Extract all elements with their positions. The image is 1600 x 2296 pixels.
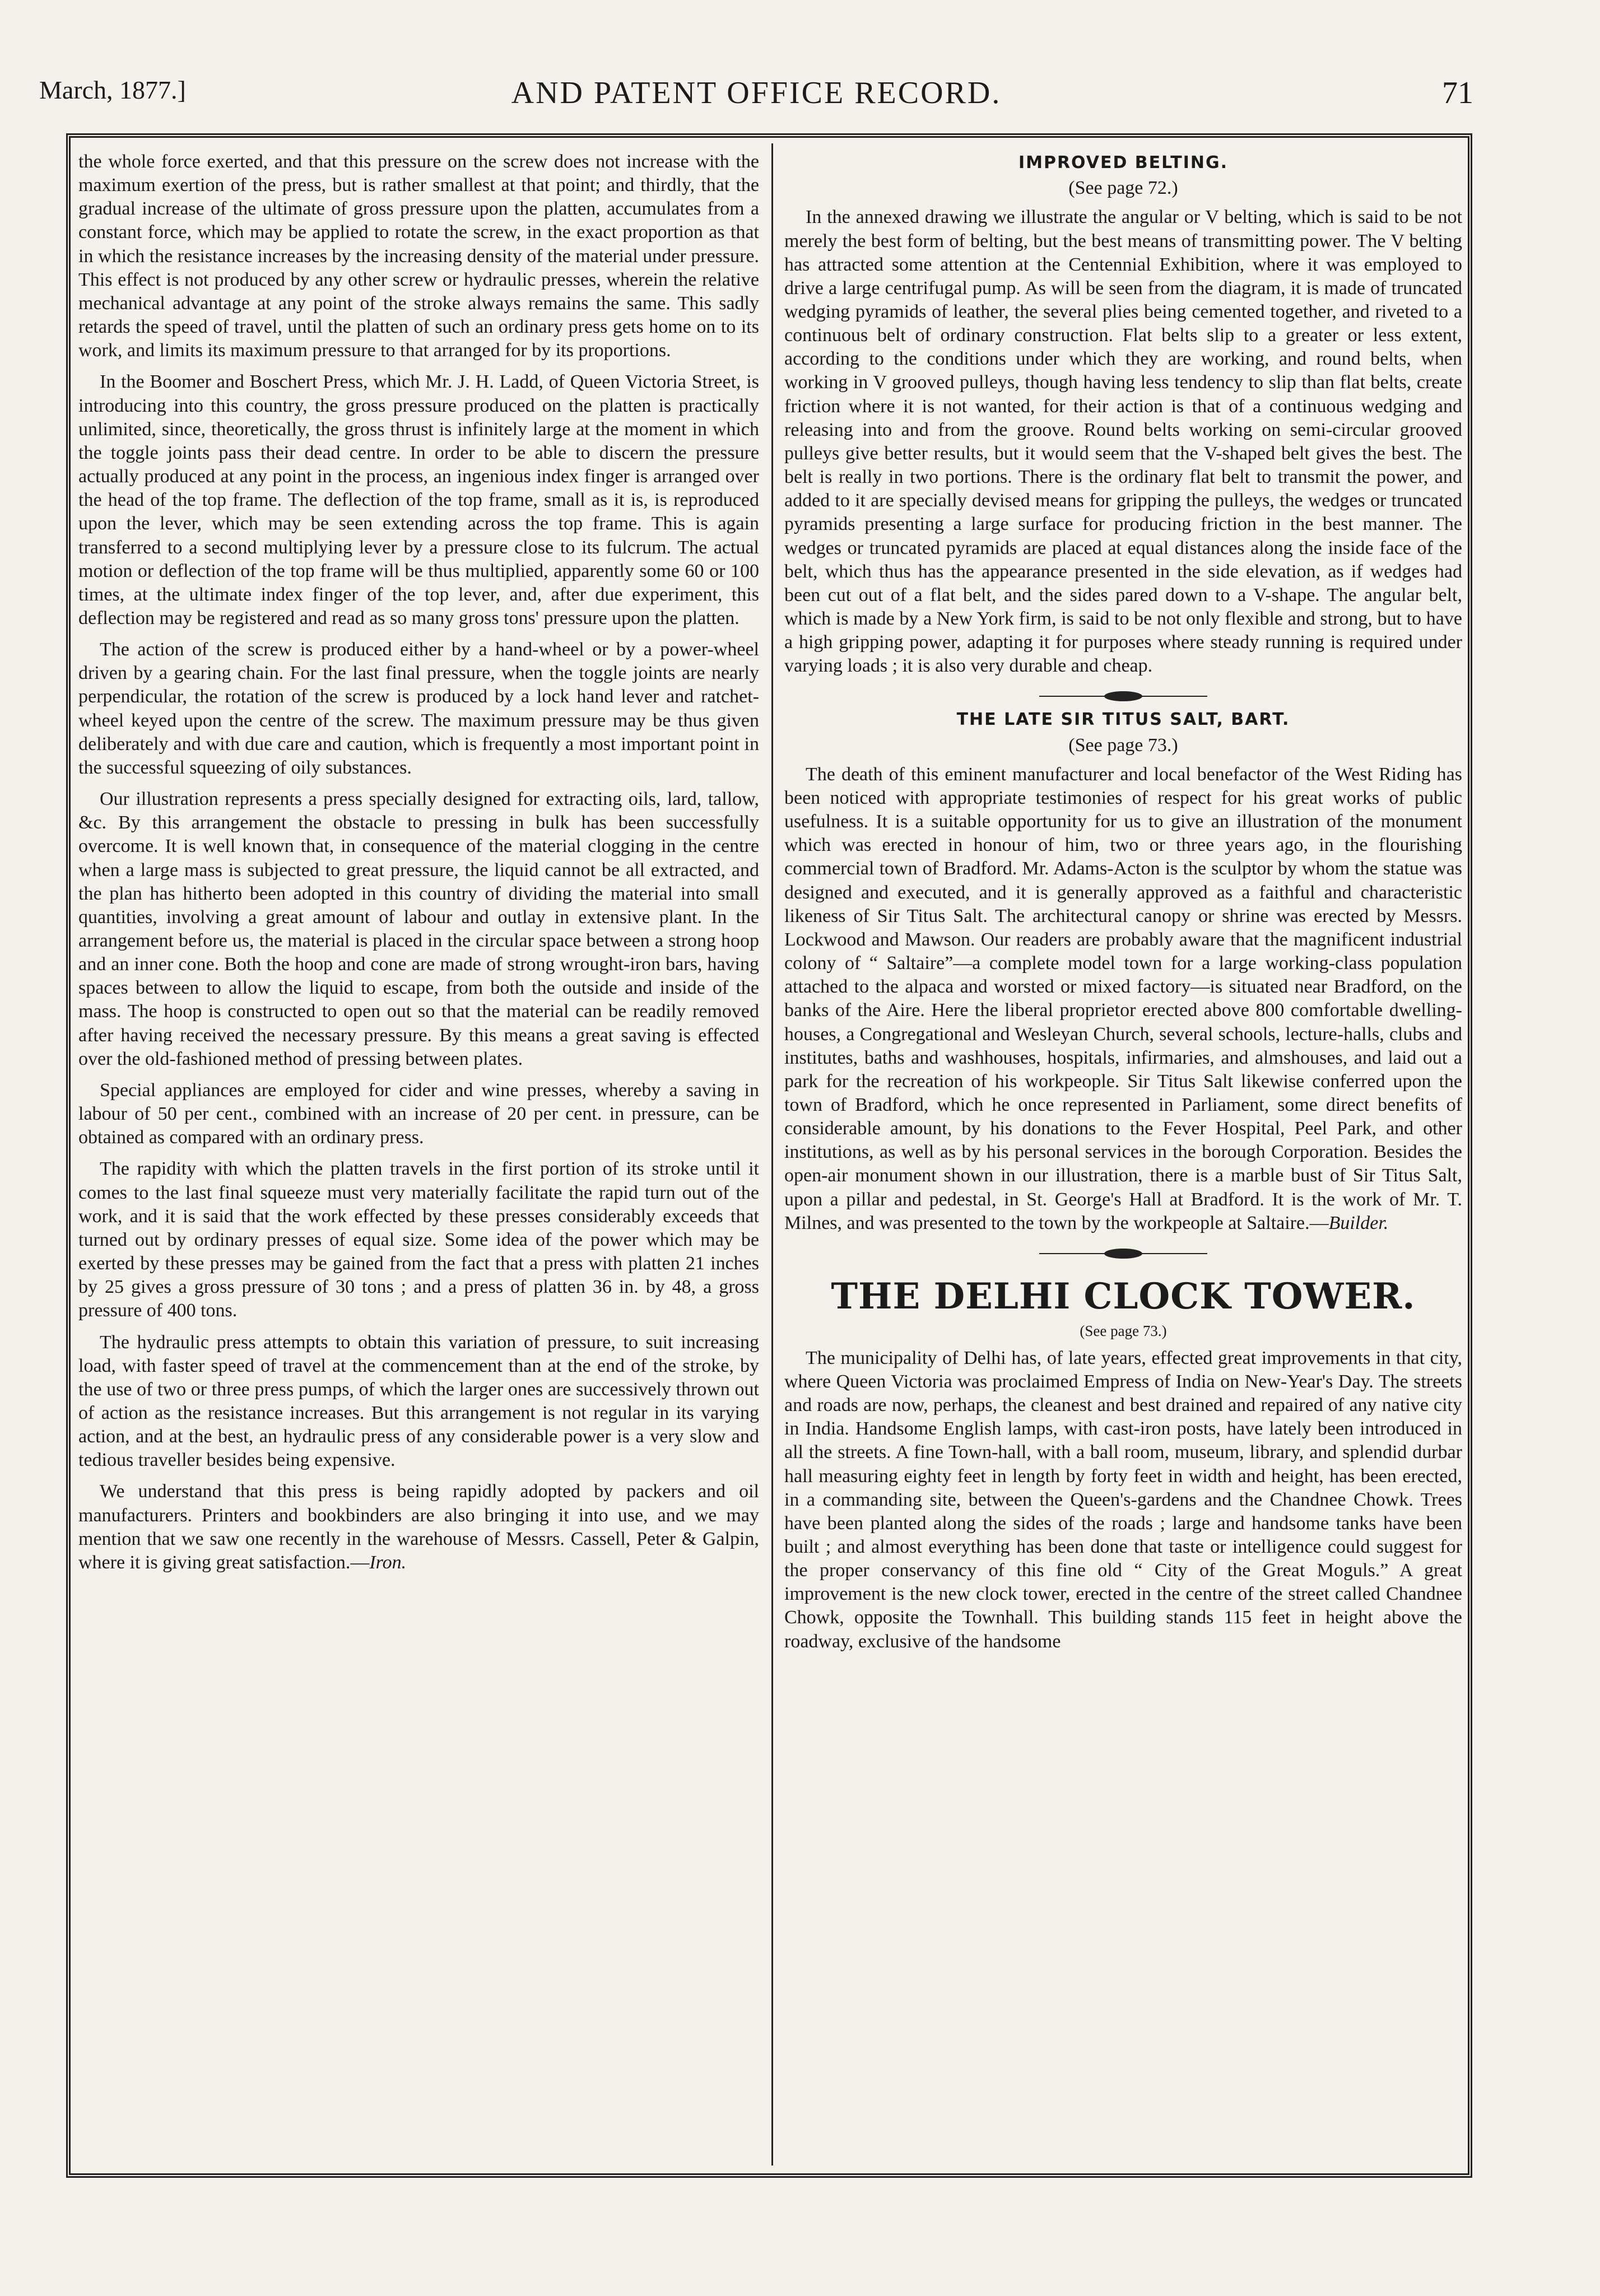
running-title: AND PATENT OFFICE RECORD. <box>511 76 1002 110</box>
page-reference: (See page 73.) <box>1080 1322 1167 1340</box>
article-belting <box>784 152 1462 678</box>
paragraph: The hydraulic press attempts to obtain this variation of pressure, to suit increasing load, with faster speed of travel at the commencement than at the end of the stroke, by the use of two or three press pumps, of which the larger ones are successively thrown out of action as the resistance increases. But this arrangement is not regular in its varying action, and at the best, an hydraulic press of any considerable power is a very slow and tedious traveller besides being expensive. <box>78 1331 759 1471</box>
article-title: THE LATE SIR TITUS SALT, BART. <box>956 710 1290 730</box>
paragraph-text: We understand that this press is being rapidly adopted by packers and oil manufacturers. Printers and bookbinders are also bringing it into use, and we may mention that we saw one recently in the warehouse of Messrs. Cassell, Peter & Galpin, where it is giving great satisfaction.— <box>78 1481 759 1573</box>
page-header <box>39 67 1473 129</box>
paragraph <box>78 1480 759 1575</box>
article-body-text: The death of this eminent manufacturer and local benefactor of the West Riding has been noticed with appropriate testimonies of respect for his great works of public usefulness. It is a suitable opportunity for us to give an illustration of the monument which was erected in honour of him, two or three years ago, in the flourishing commercial town of Bradford. Mr. Adams-Acton is the sculptor by whom the statue was designed and executed, and it is generally approved as a faithful and characteristic likeness of Sir Titus Salt. The architectural canopy or shrine was erected by Messrs. Lockwood and Mawson. Our readers are probably aware that the magnificent industrial colony of “ Saltaire”—a complete model town for a large working-class population attached to the alpaca and worsted or mixed factory—is situated near Bradford, on the banks of the Aire. Here the liberal proprietor erected above 800 comfortable dwelling-houses, a Congregational and Wesleyan Church, several schools, lecture-halls, clubs and institutes, baths and washhouses, hospitals, infirmaries, and almshouses, and laid out a park for the recreation of his workpeople. Sir Titus Salt likewise conferred upon the town of Bradford, which he once represented in Parliament, some direct benefits of considerable amount, by his donations to the Fever Hospital, Peel Park, and other institutions, as well as by his personal services in the borough Corporation. Besides the open-air monument shown in our illustration, there is a marble bust of Sir Titus Salt, upon a pillar and pedestal, in St. George's Hall at Bradford. It is the work of Mr. T. Milnes, and was presented to the town by the workpeople at Saltaire.— <box>784 763 1462 1233</box>
article-body <box>784 763 1462 1235</box>
article-title: IMPROVED BELTING. <box>1018 153 1229 173</box>
paragraph: Special appliances are employed for cider and wine presses, whereby a saving in labour of 50 per cent., combined with an increase of 20 per cent. in pressure, can be obtained as compared with an ordinary press. <box>78 1079 759 1148</box>
paragraph: The rapidity with which the platten travels in the first portion of its stroke until it comes to the last final squeeze must very materially facilitate the rapid turn out of the work, and it is said that the work effected by these presses considerably exceeds that turned out by ordinary presses of equal size. Some idea of the power which may be exerted by these presses may be gained from the fact that a press with platten 21 inches by 25 gives a gross pressure of 30 tons ; and a press of platten 36 in. by 48, a gross pressure of 400 tons. <box>78 1158 759 1321</box>
source-credit: Builder. <box>1328 1212 1389 1233</box>
article-body: The municipality of Delhi has, of late years, effected great improvements in that city, where Queen Victoria was proclaimed Empress of India on New-Year's Day. The streets and roads are now, perhaps, the cleanest and best drained and repaired of any native city in India. Handsome English lamps, with cast-iron posts, have lately been introduced in all the streets. A fine Town-hall, with a ball room, museum, library, and splendid durbar hall measuring eighty feet in length by forty feet in width and height, has been erected, in a commanding site, between the Queen's-gardens and the Chandnee Chowk. Trees have been planted along the sides of the roads ; large and handsome tanks have been built ; and almost everything has been done that taste or intelligence could suggest for the proper conservancy of this fine old “ City of the Great Moguls.” A great improvement is the new clock tower, erected in the centre of the street called Chandnee Chowk, opposite the Townhall. This building stands 115 feet in height above the roadway, exclusive of the handsome <box>784 1347 1462 1652</box>
left-column <box>78 150 759 2167</box>
section-divider-ornament <box>1039 689 1207 704</box>
page-number: 71 <box>1442 76 1473 110</box>
article-title: THE DELHI CLOCK TOWER. <box>831 1275 1416 1317</box>
article-titus-salt <box>784 709 1462 1235</box>
article-delhi-clock-tower <box>784 1274 1462 1654</box>
page-reference: (See page 73.) <box>1068 734 1178 756</box>
article-body: In the annexed drawing we illustrate the angular or V belting, which is said to be not merely the best form of belting, but the best means of transmitting power. The V belting has attracted some attention at the Centennial Exhibition, where it was employed to drive a large centrifugal pump. As will be seen from the diagram, it is made of truncated wedging pyramids of leather, the several plies being cemented together, and riveted to a continuous belt of ordinary construction. Flat belts slip to a greater or less extent, according to the conditions under which they are working, and round belts, when working in V grooved pulleys, though having less tendency to slip than flat belts, create friction where it is not wanted, for their action is that of a continuous wedging and releasing into and from the groove. Round belts working on semi-circular grooved pulleys give better results, but it would seem that the V-shaped belt gives the best. The belt is really in two portions. There is the ordinary flat belt to transmit the power, and added to it are specially devised means for gripping the pulleys, the wedges or truncated pyramids presenting a large surface for producing friction in the best manner. The wedges or truncated pyramids are placed at equal distances along the inside face of the belt, which thus has the appearance presented in the side elevation, as if wedges had been cut out of a flat belt, and the sides pared down to a V-shape. The angular belt, which is made by a New York firm, is said to be not only flexible and strong, but to have a high gripping power, adapting it for purposes where steady running is required under varying loads ; it is also very durable and cheap. <box>784 207 1462 677</box>
source-credit: Iron. <box>369 1552 407 1573</box>
section-divider-ornament <box>1039 1246 1207 1261</box>
right-column <box>784 150 1462 2167</box>
paragraph: Our illustration represents a press specially designed for extracting oils, lard, tallow, &c. By this arrangement the obstacle to pressing in bulk has been successfully overcome. It is well known that, in consequence of the material clogging in the centre when a large mass is subjected to great pressure, the liquid cannot be all extracted, and the plan has hitherto been adopted in this country of dividing the material into small quantities, involving a great amount of labour and outlay in extensive plant. In the arrangement before us, the material is placed in the circular space between a strong hoop and an inner cone. Both the hoop and cone are made of strong wrought-iron bars, having spaces between to allow the liquid to escape, from both the outside and inside of the mass. The hoop is constructed to open out so that the material can be readily removed after having received the necessary pressure. By this means a great saving is effected over the old-fashioned method of pressing between plates. <box>78 789 759 1069</box>
paragraph: The action of the screw is produced either by a hand-wheel or by a power-wheel driven by a gearing chain. For the last final pressure, when the toggle joints are nearly perpendicular, the rotation of the screw is produced by a lock hand lever and ratchet-wheel keyed upon the centre of the screw. The maximum pressure may be thus given deliberately and with due care and caution, which is frequently a most important point in the successful squeezing of oily substances. <box>78 639 759 778</box>
paragraph: the whole force exerted, and that this pressure on the screw does not increase with the maximum exertion of the press, but is rather smallest at that point; and thirdly, that the gradual increase of the ultimate of gross pressure upon the platten, accumulates from a constant force, which may be applied to rotate the screw, in the exact proportion as that in which the resistance increases by the increasing density of the material under pressure. This effect is not produced by any other screw or hydraulic presses, wherein the relative mechanical advantage at any point of the stroke always remains the same. This sadly retards the speed of travel, until the platten of such an ordinary press gets home on to its work, and limits its maximum pressure to that arranged for by its proportions. <box>78 151 759 361</box>
column-divider <box>771 143 773 2165</box>
paragraph: In the Boomer and Boschert Press, which Mr. J. H. Ladd, of Queen Victoria Street, is introducing into this country, the gross pressure produced on the platten is practically unlimited, since, theoretically, the gross thrust is infinitely large at the moment in which the toggle joints pass their dead centre. In order to be able to discern the pressure actually produced at any point in the process, an ingenious index finger is arranged over the head of the top frame. The deflection of the top frame, small as it is, is reproduced upon the lever, which may be seen extending across the top frame. This is again transferred to a second multiplying lever by a pressure close to its fulcrum. The actual motion or deflection of the top frame will be thus multiplied, apparently some 60 or 100 times, at the ultimate index finger of the top lever, and, after due experiment, this deflection may be registered and read as so many gross tons' pressure upon the platten. <box>78 371 759 628</box>
page-reference: (See page 72.) <box>1068 178 1178 199</box>
issue-date: March, 1877.] <box>39 76 186 104</box>
